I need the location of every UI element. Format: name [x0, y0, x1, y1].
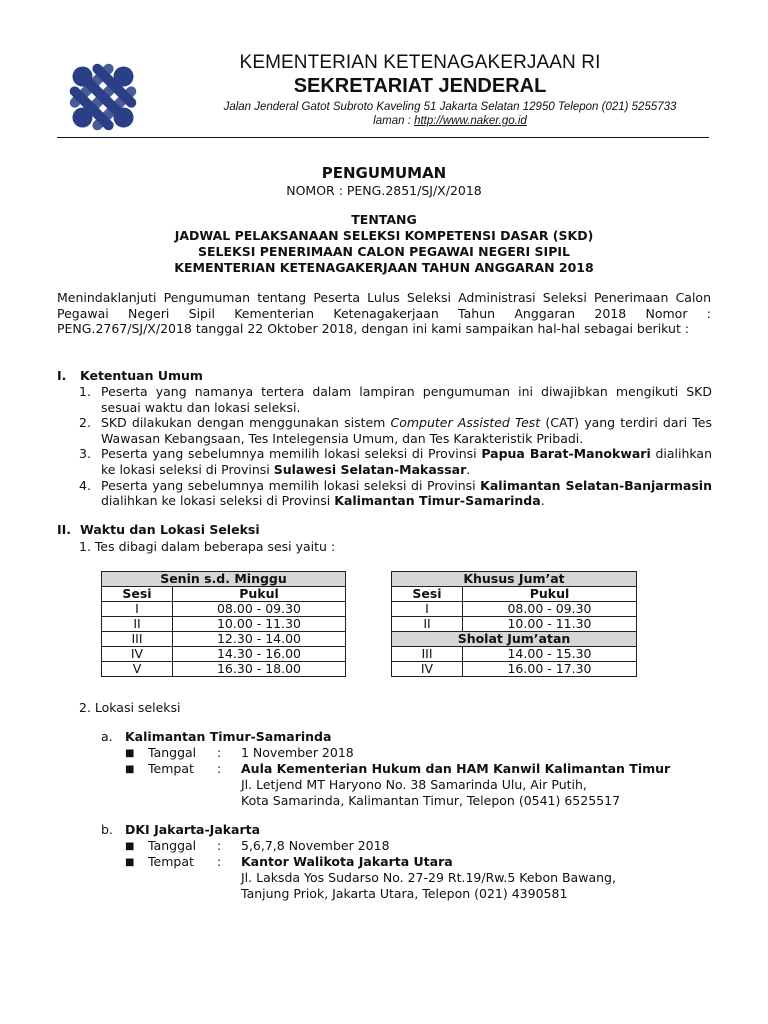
cell-sesi: IV	[102, 647, 173, 662]
schedule-table-friday	[391, 571, 637, 677]
list-item-province: Kalimantan Timur-Samarinda	[334, 493, 541, 509]
letterhead-divider	[57, 137, 709, 138]
location-b-venue: Kantor Walikota Jakarta Utara	[241, 854, 453, 869]
cell-sesi: II	[392, 617, 463, 632]
location-a-letter: a.	[101, 729, 113, 744]
bullet-icon: ■	[125, 748, 135, 759]
section-1-list	[79, 384, 712, 509]
list-item-text: (CAT) yang terdiri dari Tes Wawasan Kebangsaan, Tes Intelegensia Umum, dan Tes Karakteristik Pribadi.	[101, 415, 713, 446]
cell-sesi: III	[392, 647, 463, 662]
list-item-text: dialihkan ke lokasi seleksi di Provinsi	[101, 446, 712, 477]
list-item-text: Peserta yang sebelumnya memilih lokasi seleksi di Provinsi	[101, 477, 481, 493]
bullet-icon: ■	[125, 764, 135, 775]
cell-pukul: 16.30 - 18.00	[173, 662, 346, 677]
table-title: Khusus Jum’at	[392, 572, 637, 587]
intro-paragraph: Menindaklanjuti Pengumuman tentang Peserta Lulus Seleksi Administrasi Seleksi Penerimaan Calon Pegawai Negeri Sipil Kementerian Ketenagakerjaan Tahun Anggaran 2018 Nomor : PENG.2767/SJ/X/2018 tanggal 22 Oktober 2018, dengan ini kami sampaikan hal-hal sebagai berikut :	[57, 290, 711, 337]
section-2-number: II.	[57, 522, 72, 537]
table-title: Senin s.d. Minggu	[102, 572, 346, 587]
list-item-number: 4.	[79, 477, 91, 493]
list-item-province: Kalimantan Selatan-Banjarmasin	[480, 477, 712, 493]
column-header-sesi: Sesi	[392, 587, 463, 602]
ministry-logo-icon	[60, 54, 146, 140]
cell-sesi: II	[102, 617, 173, 632]
letterhead-web	[150, 114, 690, 128]
cell-pukul: 12.30 - 14.00	[173, 632, 346, 647]
list-item-number: 3.	[79, 446, 91, 462]
location-a-separator: :	[217, 745, 222, 760]
section-1-number: I.	[57, 368, 67, 383]
section-1-title: Ketentuan Umum	[80, 368, 203, 383]
list-item-text: SKD dilakukan dengan menggunakan sistem	[101, 415, 391, 431]
list-item	[79, 478, 712, 509]
location-b-separator: :	[217, 838, 222, 853]
list-item-text: .	[466, 461, 471, 477]
location-b-address-2: Tanjung Priok, Jakarta Utara, Telepon (021) 4390581	[241, 886, 568, 901]
list-item-text: Peserta yang sebelumnya memilih lokasi seleksi di Provinsi	[101, 446, 482, 462]
list-item-text: .	[540, 493, 545, 509]
cell-pukul: 14.30 - 16.00	[173, 647, 346, 662]
cell-pukul: 16.00 - 17.30	[463, 662, 637, 677]
location-b-tanggal: 5,6,7,8 November 2018	[241, 838, 390, 853]
cell-pukul: 08.00 - 09.30	[463, 602, 637, 617]
location-b-tanggal-label: Tanggal	[148, 838, 197, 853]
list-item	[79, 415, 712, 446]
announcement-title: PENGUMUMAN	[321, 164, 447, 182]
column-header-pukul: Pukul	[463, 587, 637, 602]
bullet-icon: ■	[125, 841, 135, 852]
table-row	[102, 647, 346, 662]
location-a-separator: :	[217, 761, 222, 776]
list-item-number: 1.	[79, 384, 91, 399]
location-a-address-1: Jl. Letjend MT Haryono No. 38 Samarinda Ulu, Air Putih,	[241, 777, 587, 792]
table-row	[102, 662, 346, 677]
location-b-address-1: Jl. Laksda Yos Sudarso No. 27-29 Rt.19/Rw.5 Kebon Bawang,	[241, 870, 616, 885]
web-label: laman :	[373, 115, 415, 127]
announcement-subject	[57, 212, 711, 276]
schedule-table-weekday	[101, 571, 346, 677]
cell-sesi: I	[392, 602, 463, 617]
letterhead	[150, 52, 690, 128]
column-header-pukul: Pukul	[173, 587, 346, 602]
cell-pukul: 08.00 - 09.30	[173, 602, 346, 617]
list-item-province: Papua Barat-Manokwari	[481, 446, 651, 462]
table-row	[392, 617, 637, 632]
cell-pukul: 14.00 - 15.30	[463, 647, 637, 662]
cell-pukul: 10.00 - 11.30	[463, 617, 637, 632]
location-a-venue: Aula Kementerian Hukum dan HAM Kanwil Kalimantan Timur	[241, 761, 671, 776]
cell-pukul: 10.00 - 11.30	[173, 617, 346, 632]
cell-sesi: IV	[392, 662, 463, 677]
announcement-number: NOMOR : PENG.2851/SJ/X/2018	[286, 183, 482, 198]
list-item-term: Computer Assisted Test	[390, 415, 541, 431]
list-item-number: 2.	[79, 415, 91, 431]
table-row	[392, 602, 637, 617]
list-item-text: dialihkan ke lokasi seleksi di Provinsi	[101, 493, 335, 509]
location-a-tanggal-label: Tanggal	[148, 745, 197, 760]
list-item	[79, 384, 712, 415]
location-b-separator: :	[217, 854, 222, 869]
table-row	[102, 617, 346, 632]
secretariat-name: SEKRETARIAT JENDERAL	[293, 75, 547, 97]
list-item-province: Sulawesi Selatan-Makassar	[273, 461, 467, 477]
table-row	[102, 602, 346, 617]
section-2-item-2: 2. Lokasi seleksi	[79, 700, 181, 715]
bullet-icon: ■	[125, 857, 135, 868]
cell-sesi: III	[102, 632, 173, 647]
cell-sesi: V	[102, 662, 173, 677]
location-a-name: Kalimantan Timur-Samarinda	[125, 729, 332, 744]
list-item	[79, 446, 712, 477]
subject-line-3: KEMENTERIAN KETENAGAKERJAAN TAHUN ANGGARAN 2018	[174, 260, 594, 275]
location-a-tanggal: 1 November 2018	[241, 745, 354, 760]
section-2-item-1: 1. Tes dibagi dalam beberapa sesi yaitu :	[79, 539, 336, 554]
section-2-title: Waktu dan Lokasi Seleksi	[80, 522, 260, 537]
friday-prayer-break: Sholat Jum’atan	[392, 632, 637, 647]
web-link[interactable]: http://www.naker.go.id	[414, 115, 527, 127]
letterhead-address: Jalan Jenderal Gatot Subroto Kaveling 51 Jakarta Selatan 12950 Telepon (021) 5255733	[223, 101, 677, 113]
subject-tentang: TENTANG	[351, 212, 417, 227]
location-b-name: DKI Jakarta-Jakarta	[125, 822, 261, 837]
location-b-tempat-label: Tempat	[148, 854, 194, 869]
subject-line-1: JADWAL PELAKSANAAN SELEKSI KOMPETENSI DASAR (SKD)	[174, 228, 594, 243]
cell-sesi: I	[102, 602, 173, 617]
list-item-text: Peserta yang namanya tertera dalam lampiran pengumuman ini diwajibkan mengikuti SKD sesuai waktu dan lokasi seleksi.	[101, 384, 712, 415]
table-row	[392, 647, 637, 662]
column-header-sesi: Sesi	[102, 587, 173, 602]
table-row	[102, 632, 346, 647]
location-a-tempat-label: Tempat	[148, 761, 194, 776]
subject-line-2: SELEKSI PENERIMAAN CALON PEGAWAI NEGERI SIPIL	[198, 244, 570, 259]
location-a-address-2: Kota Samarinda, Kalimantan Timur, Telepon (0541) 6525517	[241, 793, 621, 808]
location-b-letter: b.	[101, 822, 113, 837]
ministry-name: KEMENTERIAN KETENAGAKERJAAN RI	[239, 52, 601, 73]
table-row	[392, 662, 637, 677]
